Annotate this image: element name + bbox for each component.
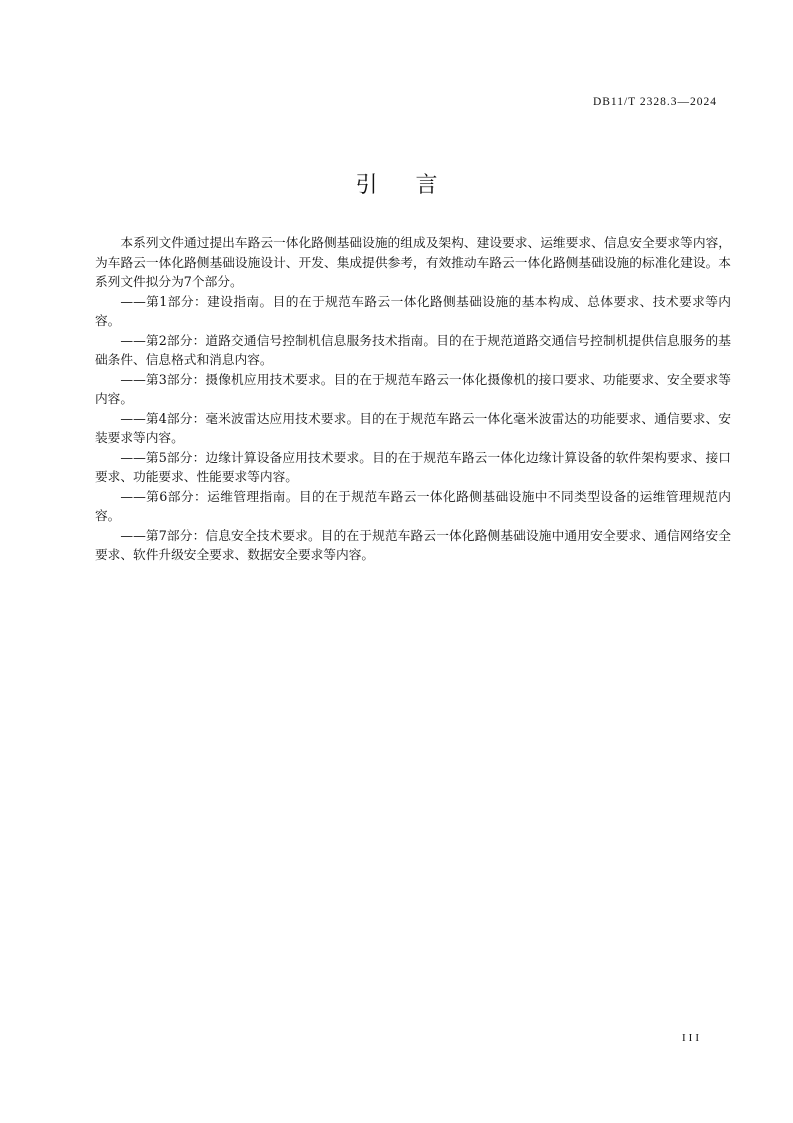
part-3-paragraph: ——第3部分：摄像机应用技术要求。目的在于规范车路云一体化摄像机的接口要求、功能要求、安全要求等内容。 [95,371,731,406]
part-1-paragraph: ——第1部分：建设指南。目的在于规范车路云一体化路侧基础设施的基本构成、总体要求、技术要求等内容。 [95,293,731,328]
page-title: 引言 [355,173,476,198]
page-number: III [682,1032,702,1044]
part-7-paragraph: ——第7部分：信息安全技术要求。目的在于规范车路云一体化路侧基础设施中通用安全要求、通信网络安全要求、软件升级安全要求、数据安全要求等内容。 [95,527,731,562]
part-5-paragraph: ——第5部分：边缘计算设备应用技术要求。目的在于规范车路云一体化边缘计算设备的软件架构要求、接口要求、功能要求、性能要求等内容。 [95,449,731,484]
part-2-paragraph: ——第2部分：道路交通信号控制机信息服务技术指南。目的在于规范道路交通信号控制机提供信息服务的基础条件、信息格式和消息内容。 [95,332,731,367]
document-code: DB11/T 2328.3—2024 [592,96,717,108]
intro-paragraph: 本系列文件通过提出车路云一体化路侧基础设施的组成及架构、建设要求、运维要求、信息安全要求等内容，为车路云一体化路侧基础设施设计、开发、集成提供参考，有效推动车路云一体化路侧基础设施的标准化建设。本系列文件拟分为7个部分。 [95,235,731,289]
part-4-paragraph: ——第4部分：毫米波雷达应用技术要求。目的在于规范车路云一体化毫米波雷达的功能要求、通信要求、安装要求等内容。 [95,410,731,445]
part-6-paragraph: ——第6部分：运维管理指南。目的在于规范车路云一体化路侧基础设施中不同类型设备的运维管理规范内容。 [95,488,731,523]
body-text [95,233,731,565]
